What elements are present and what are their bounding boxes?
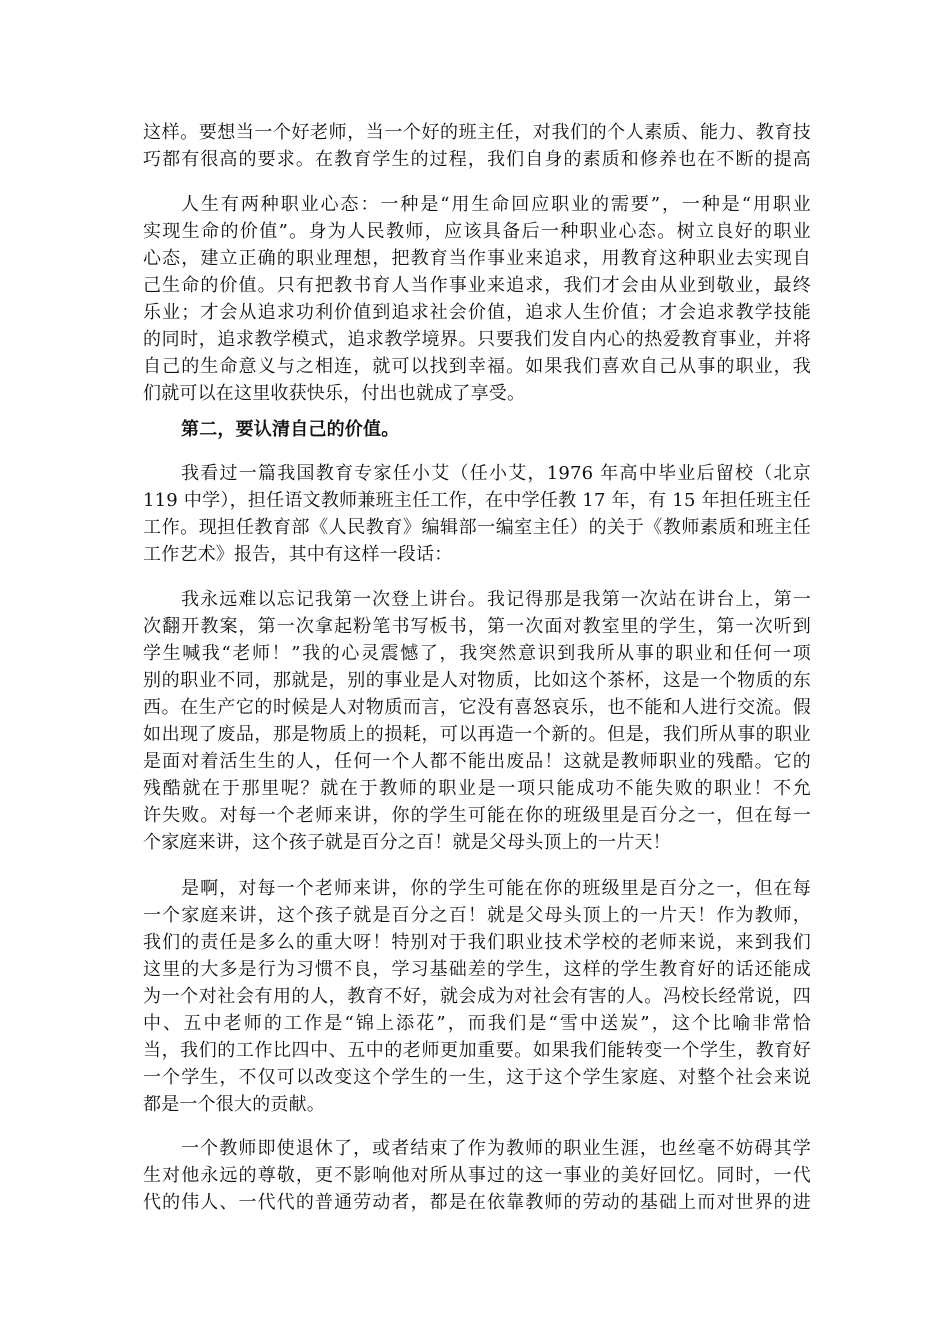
heading-text: 第二，要认清自己的价值。 xyxy=(181,419,400,440)
text-line: 我看过一篇我国教育专家任小艾（任小艾，1976 年高中毕业后留校（北京 xyxy=(181,463,811,484)
text-line: 是面对着活生生的人，任何一个人都不能出废品！这就是教师职业的残酷。它的 xyxy=(143,751,811,772)
text-line: 工作艺术》报告，其中有这样一段话： xyxy=(143,544,453,565)
text-line: 的同时，追求教学模式，追求教学境界。只要我们发自内心的热爱教育事业，并将 xyxy=(143,329,811,350)
text-line: 许失败。对每一个老师来讲，你的学生可能在你的班级里是百分之一，但在每一 xyxy=(143,805,811,826)
text-line: 一个教师即使退休了，或者结束了作为教师的职业生涯，也丝毫不妨碍其学 xyxy=(181,1138,811,1159)
text-line: 是啊，对每一个老师来讲，你的学生可能在你的班级里是百分之一，但在每 xyxy=(181,878,811,899)
section-heading xyxy=(143,416,811,443)
text-line: 都是一个很大的贡献。 xyxy=(143,1094,325,1115)
text-line: 自己的生命意义与之相连，就可以找到幸福。如果我们喜欢自己从事的职业，我 xyxy=(143,356,811,377)
text-line: 这里的大多是行为习惯不良，学习基础差的学生，这样的学生教育好的话还能成 xyxy=(143,959,811,980)
text-line: 个家庭来讲，这个孩子就是百分之百！就是父母头顶上的一片天！ xyxy=(143,832,671,853)
text-line: 巧都有很高的要求。在教育学生的过程，我们自身的素质和修养也在不断的提高 xyxy=(143,149,811,170)
text-line: 当，我们的工作比四中、五中的老师更加重要。如果我们能转变一个学生，教育好 xyxy=(143,1040,811,1061)
text-line: 乐业；才会从追求功利价值到追求社会价值，追求人生价值；才会追求教学技能 xyxy=(143,302,811,323)
text-line: 为一个对社会有用的人，教育不好，就会成为对社会有害的人。冯校长经常说，四 xyxy=(143,986,811,1007)
text-line: 己生命的价值。只有把教书育人当作事业来追求，我们才会由从业到敬业，最终 xyxy=(143,275,811,296)
text-line: 我永远难以忘记我第一次登上讲台。我记得那是我第一次站在讲台上，第一 xyxy=(181,589,811,610)
text-line: 中、五中老师的工作是“锦上添花”，而我们是“雪中送炭”，这个比喻非常恰 xyxy=(143,1013,811,1034)
paragraph-retired-teacher xyxy=(143,1135,811,1216)
text-line: 学生喊我“老师！”我的心灵震憾了，我突然意识到我所从事的职业和任何一项 xyxy=(143,643,811,664)
text-line: 们就可以在这里收获快乐，付出也就成了享受。 xyxy=(143,383,526,404)
paragraph-responsibility xyxy=(143,875,811,1118)
text-line: 人生有两种职业心态：一种是“用生命回应职业的需要”，一种是“用职业 xyxy=(181,194,811,215)
text-line: 一个家庭来讲，这个孩子就是百分之百！就是父母头顶上的一片天！作为教师， xyxy=(143,905,811,926)
text-line: 我们的责任是多么的重大呀！特别对于我们职业技术学校的老师来说，来到我们 xyxy=(143,932,811,953)
paragraph-career-mindset xyxy=(143,191,811,407)
text-line: 如出现了废品，那是物质上的损耗，可以再造一个新的。但是，我们所从事的职业 xyxy=(143,724,811,745)
text-line: 残酷就在于那里呢？就在于教师的职业是一项只能成功不能失败的职业！不允 xyxy=(143,778,811,799)
text-line: 工作。现担任教育部《人民教育》编辑部一编室主任）的关于《教师素质和班主任 xyxy=(143,517,811,538)
text-line: 一个学生，不仅可以改变这个学生的一生，这于这个学生家庭、对整个社会来说 xyxy=(143,1067,811,1088)
text-line: 西。在生产它的时候是人对物质而言，它没有喜怒哀乐，也不能和人进行交流。假 xyxy=(143,697,811,718)
paragraph-quote xyxy=(143,586,811,856)
text-line: 实现生命的价值”。身为人民教师，应该具备后一种职业心态。树立良好的职业 xyxy=(143,221,811,242)
text-line: 这样。要想当一个好老师，当一个好的班主任，对我们的个人素质、能力、教育技 xyxy=(143,122,811,143)
text-line: 代的伟人、一代代的普通劳动者，都是在依靠教师的劳动的基础上而对世界的进 xyxy=(143,1192,811,1213)
text-line: 生对他永远的尊敬，更不影响他对所从事过的这一事业的美好回忆。同时，一代 xyxy=(143,1165,811,1186)
text-line: 心态，建立正确的职业理想，把教育当作事业来追求，用教育这种职业去实现自 xyxy=(143,248,811,269)
paragraph-expert-report xyxy=(143,460,811,568)
text-line: 119 中学），担任语文教师兼班主任工作，在中学任教 17 年，有 15 年担任班主任 xyxy=(143,490,811,511)
text-line: 次翻开教案，第一次拿起粉笔书写板书，第一次面对教室里的学生，第一次听到 xyxy=(143,616,811,637)
paragraph-continuation xyxy=(143,119,811,173)
text-line: 别的职业不同，那就是，别的事业是人对物质，比如这个茶杯，这是一个物质的东 xyxy=(143,670,811,691)
